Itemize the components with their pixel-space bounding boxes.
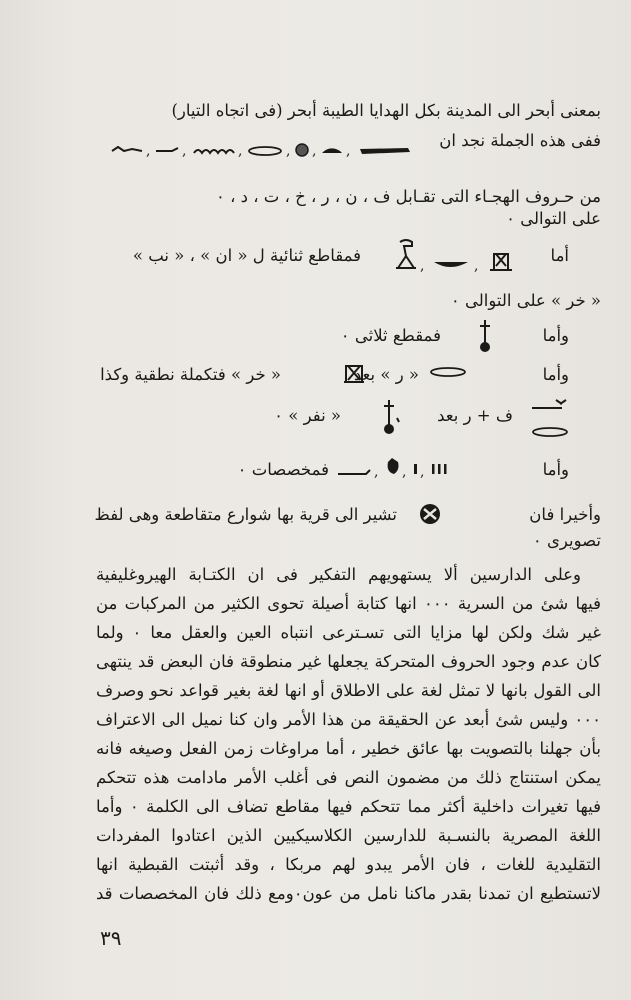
paragraph-line-5: الى القول بانها لا تمثل لغة على الاطلاق أو انها لغة بغير قواعد نحو وصرف [96, 681, 601, 700]
svg-text:,: , [312, 143, 317, 159]
text-line-11a: وأخيرا فان [529, 505, 601, 524]
text-line-1: بمعنى أبحر الى المدينة بكل الهدايا الطيبة أبحر (فى اتجاه التيار) [171, 101, 601, 120]
text-line-10b: فمخصصات ٠ [237, 460, 329, 479]
paragraph-line-12: لاتستطيع ان تمدنا بقدر ماكنا نامل من عون٠ومع ذلك فان المخصصات قد [96, 884, 601, 903]
text-line-3: من حـروف الهجـاء التى تقـابل ف ، ن ، ر ، خ ، ت ، د ، ٠ [215, 187, 601, 206]
svg-text:,: , [420, 464, 425, 480]
paragraph-line-8: يمكن استنتاج ذلك من مضمون النص فى أغلب الأمر مادامت هذه تتحكم [96, 768, 601, 787]
text-line-10a: وأما [542, 460, 569, 479]
text-line-5a: أما [550, 246, 569, 265]
paragraph-line-1: وعلى الدارسين ألا يستهويهم التفكير فى ان الكتـابة الهيروغليفية [96, 565, 581, 584]
svg-text:,: , [474, 258, 479, 274]
svg-text:,: , [146, 143, 151, 159]
text-line-7a: وأما [542, 326, 569, 345]
hieroglyph-nfr-sign-2 [377, 398, 403, 436]
hieroglyph-mouth-sign [428, 364, 468, 380]
paragraph-line-9: فيها تغيرات داخلية أكثر مما تتحكم فيها مقاطع تضاف الى الكلمة ٠ وأما [96, 797, 601, 816]
text-line-9a: ف + ر بعد [437, 406, 513, 425]
paragraph-line-10: اللغة المصرية بالنسـبة للدارسين الكلاسيكيين الذين اعتادوا المفردات [96, 826, 601, 845]
svg-text:,: , [420, 258, 425, 274]
hieroglyph-f-sign [530, 396, 568, 412]
paragraph-line-11: التقليدية للغات ، فان الأمر يبدو لهم مربكا ، وقد أثبتت القبطية انها [96, 855, 601, 874]
text-line-8b: « ر » بعد [353, 365, 419, 384]
text-line-7b: فمقطع ثلاثى ٠ [340, 326, 441, 345]
page-number: ٣٩ [100, 926, 122, 950]
hieroglyph-sequence-1 [110, 135, 430, 165]
paragraph-line-2: فيها شئ من السرية ٠٠٠ انها كتابة أصيلة تحوى الكثير من المركبات من [96, 594, 601, 613]
paragraph-line-7: بأن جهلنا بالتصويت بها عائق خطير ، أما مراوغات زمن الفعل وصيغه فانه [96, 739, 601, 758]
paragraph-line-4: كان عدم وجود الحروف المتحركة يجعلها غير منطوقة فان البعض قد ينتهى [96, 652, 601, 671]
svg-text:,: , [286, 143, 291, 159]
text-line-11b: تشير الى قرية بها شوارع متقاطعة وهى لفظ [94, 505, 397, 524]
paragraph-line-6: ٠٠٠ وليس شئ أبعد عن الحقيقة من هذا الأمر وان كنا نميل الى الاعتراف [96, 710, 601, 729]
svg-text:,: , [374, 464, 379, 480]
svg-text:,: , [346, 143, 351, 159]
hieroglyph-r-sign [530, 424, 570, 440]
svg-text:,: , [238, 143, 243, 159]
svg-text:,: , [402, 464, 407, 480]
text-line-2: ففى هذه الجملة نجد ان [439, 131, 601, 150]
text-line-12: تصويرى ٠ [532, 531, 601, 550]
svg-text:,: , [182, 143, 187, 159]
hieroglyph-kh-sign [342, 362, 366, 384]
hieroglyph-group-2 [390, 236, 530, 276]
text-line-9b: « نفر » ٠ [274, 406, 341, 425]
text-line-8c: « خر » فتكملة نطقية وكذا [100, 365, 281, 384]
text-line-4: على التوالى ٠ [506, 209, 601, 228]
text-line-5b: فمقاطع ثنائية ل « ان » ، « نب » [132, 246, 361, 265]
hieroglyph-town-sign [418, 502, 442, 526]
hieroglyph-nfr-sign [475, 318, 495, 354]
hieroglyph-determinatives [334, 452, 464, 480]
paragraph-line-3: غير شك ولكن لها مزايا التى تسـترعى انتباه العين والعقل معا ٠ ولما [96, 623, 602, 642]
text-line-6: « خر » على التوالى ٠ [450, 291, 601, 310]
text-line-8a: وأما [542, 365, 569, 384]
